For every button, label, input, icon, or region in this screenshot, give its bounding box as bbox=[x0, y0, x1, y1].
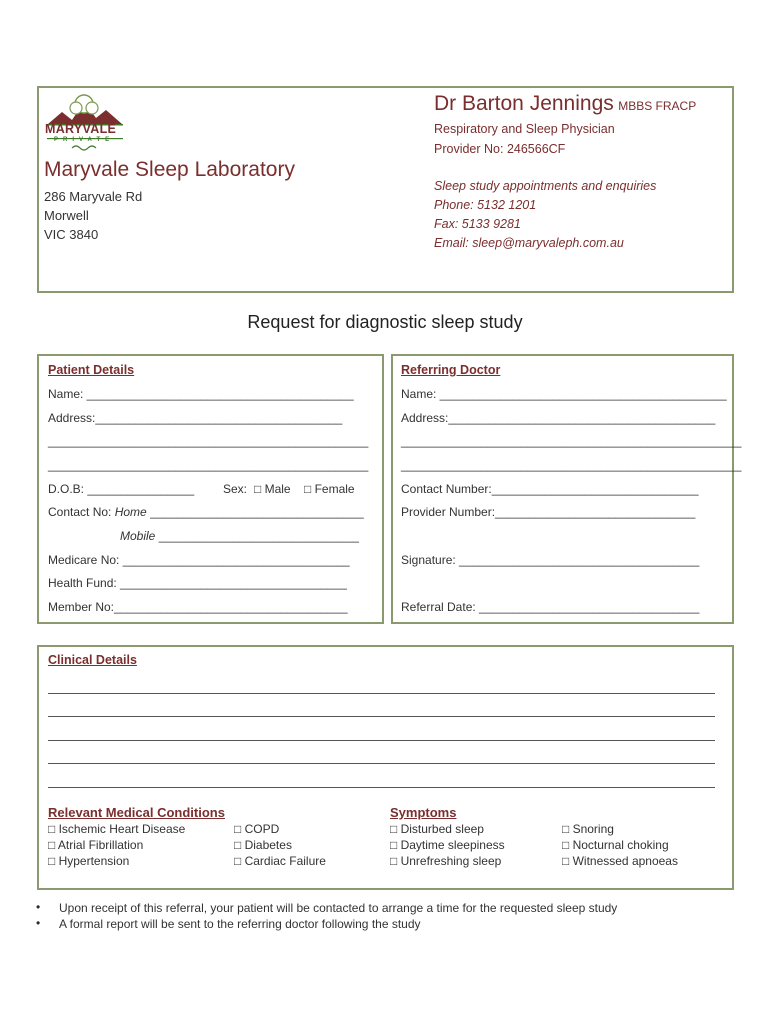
condition-hypertension[interactable]: □ Hypertension bbox=[48, 854, 130, 868]
bullet-icon: • bbox=[36, 900, 41, 914]
phone: Phone: 5132 1201 bbox=[434, 198, 537, 212]
sex-female-checkbox[interactable]: □ Female bbox=[304, 482, 355, 496]
clinical-line-4[interactable] bbox=[48, 763, 715, 764]
referral-date-field[interactable]: Referral Date: _________________________________ bbox=[401, 600, 700, 614]
doctor-name: Dr Barton Jennings bbox=[434, 92, 614, 115]
member-no-field[interactable]: Member No:___________________________________ bbox=[48, 600, 348, 614]
symptom-disturbed-sleep[interactable]: □ Disturbed sleep bbox=[390, 822, 484, 836]
address-line-2: Morwell bbox=[44, 208, 89, 223]
clinical-line-1[interactable] bbox=[48, 693, 715, 694]
contact-mobile-field[interactable]: ______________________________ bbox=[158, 529, 359, 543]
symptom-unrefreshing-sleep[interactable]: □ Unrefreshing sleep bbox=[390, 854, 502, 868]
doctor-quals: MBBS FRACP bbox=[618, 99, 697, 113]
provider-number: Provider No: 246566CF bbox=[434, 142, 566, 156]
clinical-line-2[interactable] bbox=[48, 716, 715, 717]
doctor-name-line bbox=[434, 92, 696, 116]
form-title: Request for diagnostic sleep study bbox=[247, 312, 523, 332]
clinical-line-5[interactable] bbox=[48, 787, 715, 788]
health-fund-field[interactable]: Health Fund: __________________________________ bbox=[48, 576, 347, 590]
sex-male-checkbox[interactable]: □ Male bbox=[254, 482, 291, 496]
symptoms-heading: Symptoms bbox=[390, 805, 457, 820]
logo-text: MARYVALE bbox=[45, 122, 117, 136]
patient-dob-field[interactable]: D.O.B: ________________ bbox=[48, 482, 195, 496]
doctor-address-line-3[interactable]: ___________________________________________________ bbox=[401, 458, 742, 472]
logo-subtext: PRIVATE bbox=[54, 137, 115, 143]
patient-details-heading: Patient Details bbox=[48, 363, 135, 377]
patient-contact-mobile bbox=[120, 529, 359, 543]
address-line-1: 286 Maryvale Rd bbox=[44, 189, 143, 204]
contact-heading: Sleep study appointments and enquiries bbox=[434, 179, 657, 193]
clinical-details-heading: Clinical Details bbox=[48, 653, 137, 667]
symptom-daytime-sleepiness[interactable]: □ Daytime sleepiness bbox=[390, 838, 505, 852]
doctor-title: Respiratory and Sleep Physician bbox=[434, 122, 615, 136]
provider-number-field[interactable]: Provider Number:______________________________ bbox=[401, 505, 696, 519]
signature-field[interactable]: Signature: ____________________________________ bbox=[401, 553, 700, 567]
contact-number-field[interactable]: Contact Number:_______________________________ bbox=[401, 482, 699, 496]
sex-label: Sex: bbox=[223, 482, 248, 496]
symptom-nocturnal-choking[interactable]: □ Nocturnal choking bbox=[562, 838, 669, 852]
doctor-name-field[interactable]: Name: ___________________________________________ bbox=[401, 387, 727, 401]
contact-mobile-label: Mobile bbox=[120, 529, 156, 543]
bullet-icon: • bbox=[36, 916, 41, 930]
note-2: A formal report will be sent to the referring doctor following the study bbox=[59, 917, 421, 931]
medicare-field[interactable]: Medicare No: __________________________________ bbox=[48, 553, 350, 567]
contact-home-field[interactable]: ________________________________ bbox=[150, 505, 364, 519]
condition-copd[interactable]: □ COPD bbox=[234, 822, 280, 836]
condition-diabetes[interactable]: □ Diabetes bbox=[234, 838, 292, 852]
fax: Fax: 5133 9281 bbox=[434, 217, 521, 231]
doctor-address-line-2[interactable]: ___________________________________________________ bbox=[401, 434, 742, 448]
patient-address-field[interactable]: Address:_____________________________________ bbox=[48, 411, 343, 425]
lab-name: Maryvale Sleep Laboratory bbox=[44, 158, 295, 181]
address-line-3: VIC 3840 bbox=[44, 227, 99, 242]
symptom-witnessed-apnoeas[interactable]: □ Witnessed apnoeas bbox=[562, 854, 678, 868]
doctor-address-field[interactable]: Address:________________________________________ bbox=[401, 411, 716, 425]
condition-af[interactable]: □ Atrial Fibrillation bbox=[48, 838, 144, 852]
clinical-line-3[interactable] bbox=[48, 740, 715, 741]
patient-address-line-3[interactable]: ________________________________________________ bbox=[48, 458, 369, 472]
patient-contact-home bbox=[48, 505, 364, 519]
patient-name-field[interactable]: Name: ________________________________________ bbox=[48, 387, 354, 401]
condition-ischemic[interactable]: □ Ischemic Heart Disease bbox=[48, 822, 186, 836]
note-1: Upon receipt of this referral, your patient will be contacted to arrange a time for the requested sleep study bbox=[59, 901, 618, 915]
contact-home-label: Home bbox=[114, 505, 147, 519]
symptom-snoring[interactable]: □ Snoring bbox=[562, 822, 614, 836]
email: Email: sleep@maryvaleph.com.au bbox=[434, 236, 624, 250]
patient-address-line-2[interactable]: ________________________________________________ bbox=[48, 434, 369, 448]
conditions-heading: Relevant Medical Conditions bbox=[48, 805, 225, 820]
referring-doctor-heading: Referring Doctor bbox=[401, 363, 501, 377]
maryvale-logo bbox=[44, 90, 126, 154]
condition-cardiac-failure[interactable]: □ Cardiac Failure bbox=[234, 854, 326, 868]
contact-label: Contact No: bbox=[48, 505, 112, 519]
